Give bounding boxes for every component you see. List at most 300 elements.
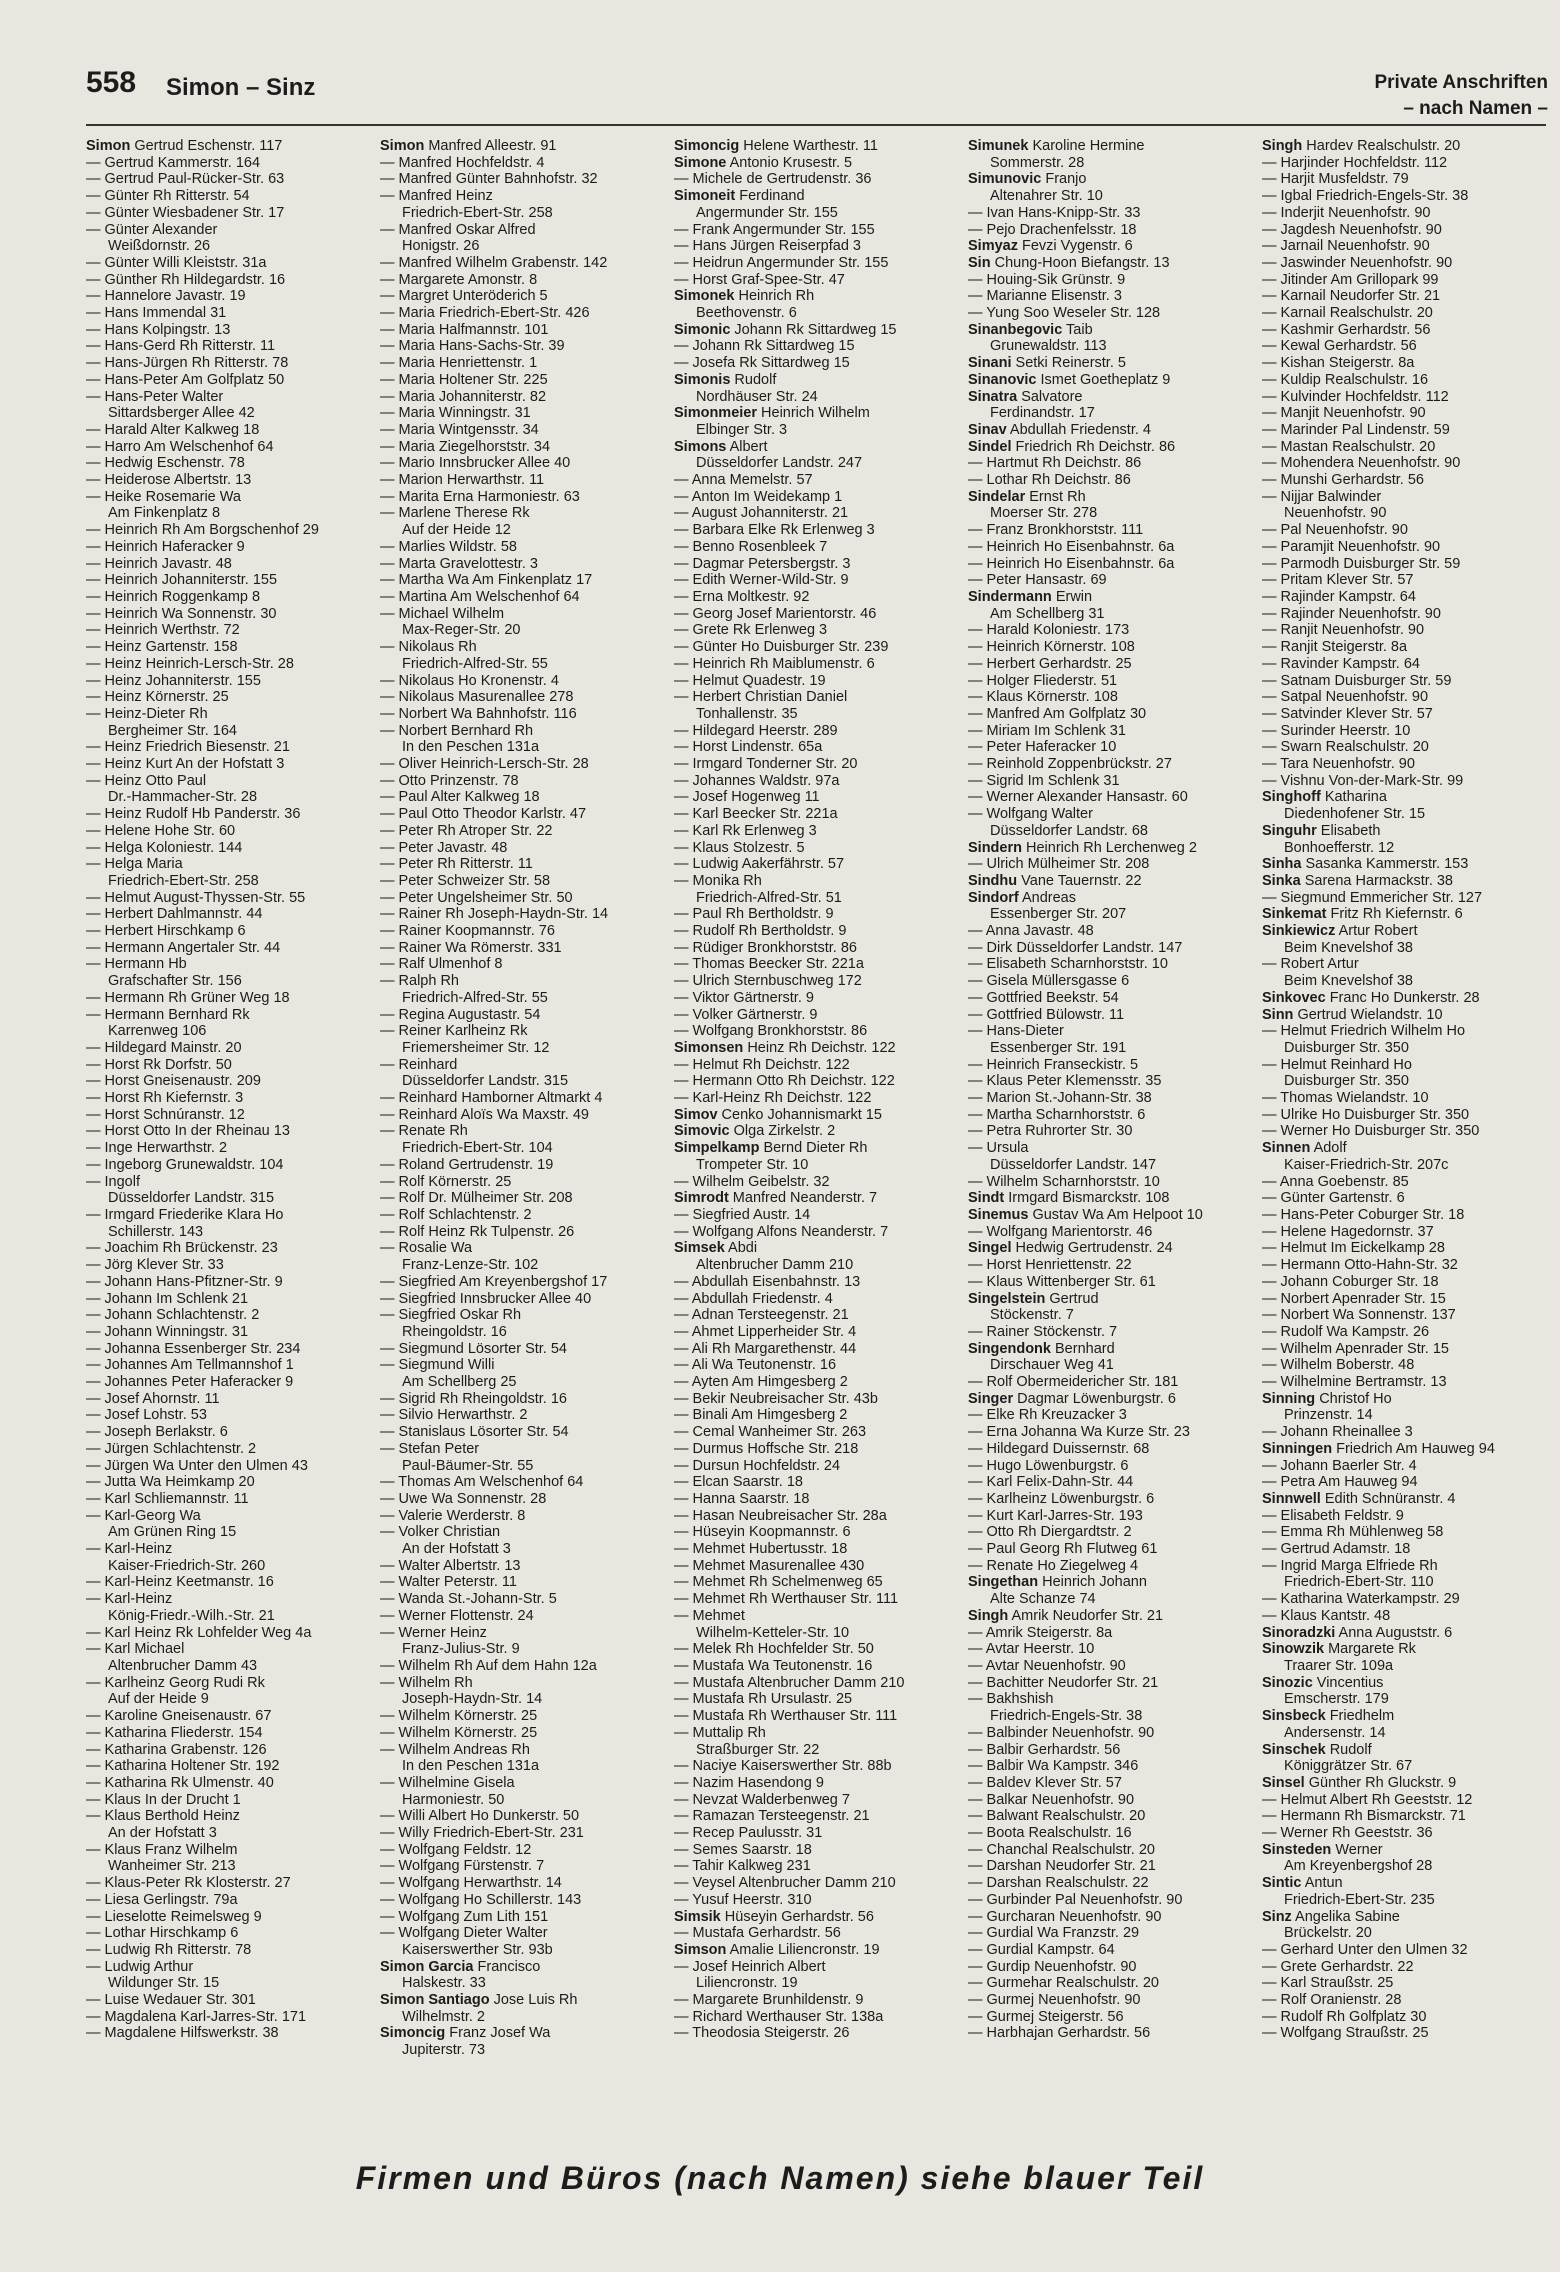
list-item (1262, 222, 1550, 239)
list-item (380, 1190, 668, 1207)
entry-text: Gustav Wa Am Helpoot 10 (1028, 1207, 1203, 1223)
entry-text: — Klaus In der Drucht 1 (86, 1791, 241, 1808)
list-item (674, 422, 962, 439)
entry-text: Jupiterstr. 73 (402, 2042, 486, 2059)
entry-text: — Rolf Körnerstr. 25 (380, 1173, 512, 1190)
entry-text: In den Peschen 131a (402, 739, 540, 756)
surname: Sinsbeck (1262, 1708, 1326, 1725)
list-item (86, 1190, 374, 1207)
list-item (674, 723, 962, 740)
surname: Sintic (1262, 1875, 1302, 1892)
list-item (380, 288, 668, 305)
list-item (1262, 1708, 1550, 1725)
list-item (86, 1407, 374, 1424)
list-item (86, 1040, 374, 1057)
list-item (968, 1758, 1256, 1775)
list-item (674, 689, 962, 706)
list-item (1262, 1474, 1550, 1491)
entry-text: — Wolfgang Straußstr. 25 (1262, 2025, 1429, 2042)
entry-text: Weißdornstr. 26 (108, 238, 211, 255)
surname: Singh (968, 1607, 1009, 1624)
list-item (968, 422, 1256, 439)
entry-text: — Wolfgang Feldstr. 12 (380, 1841, 532, 1858)
entry-text: — Siegfried Austr. 14 (674, 1207, 811, 1223)
entry-text: — Maria Winningstr. 31 (380, 405, 531, 422)
list-item (674, 1775, 962, 1792)
list-item (1262, 873, 1550, 890)
entry-text: — Manfred Wilhelm Grabenstr. 142 (380, 254, 608, 271)
entry-text: — Lothar Rh Deichstr. 86 (968, 472, 1131, 489)
surname: Sindhu (968, 872, 1018, 889)
entry-text: — Karl-Heinz (86, 1541, 173, 1558)
list-item (968, 723, 1256, 740)
list-item (86, 1491, 374, 1508)
list-item (968, 873, 1256, 890)
entry-text: Düsseldorfer Landstr. 247 (696, 455, 863, 472)
entry-text: — Irmgard Tonderner Str. 20 (674, 756, 858, 773)
list-item (380, 1240, 668, 1257)
list-item (968, 455, 1256, 472)
entry-text: — Hasan Neubreisacher Str. 28a (674, 1507, 887, 1524)
list-item (380, 1491, 668, 1508)
entry-text: — Hans-Gerd Rh Ritterstr. 11 (86, 338, 276, 355)
entry-text: — Karl-Heinz (86, 1591, 173, 1608)
entry-text: Rheingoldstr. 16 (402, 1323, 507, 1340)
list-item (968, 973, 1256, 990)
list-item (674, 1023, 962, 1040)
entry-text: Bonhoefferstr. 12 (1284, 839, 1395, 856)
list-item (968, 322, 1256, 339)
entry-text: — Hermann Rh Grüner Weg 18 (86, 989, 290, 1006)
list-item (968, 1992, 1256, 2009)
entry-text: — Wilhelm Andreas Rh (380, 1741, 530, 1758)
list-item (380, 1123, 668, 1140)
entry-text: — Günter Alexander (86, 221, 218, 238)
entry-text: — Wolfgang Zum Lith 151 (380, 1908, 549, 1925)
entry-text: — Heinz Johanniterstr. 155 (86, 672, 261, 689)
list-item (1262, 1792, 1550, 1809)
entry-text: Fevzi Vygenstr. 6 (1017, 238, 1133, 255)
entry-text: — Heinz Rudolf Hb Panderstr. 36 (86, 806, 301, 823)
entry-text: — Hermann Rh Bismarckstr. 71 (1262, 1808, 1466, 1825)
list-item (1262, 589, 1550, 606)
entry-text: — Dursun Hochfeldstr. 24 (674, 1457, 841, 1474)
list-item (968, 238, 1256, 255)
entry-text: — Manfred Oskar Alfred (380, 221, 536, 238)
list-item (86, 472, 374, 489)
entry-text: — Regina Augustastr. 54 (380, 1006, 541, 1023)
entry-text: Straßburger Str. 22 (696, 1741, 820, 1758)
entry-text: — Johannes Peter Haferacker 9 (86, 1374, 294, 1391)
list-item (1262, 940, 1550, 957)
entry-text: — Inge Herwarthstr. 2 (86, 1140, 228, 1157)
list-item (968, 1291, 1256, 1308)
entry-text: Gertrud (1045, 1290, 1099, 1307)
list-item (674, 1107, 962, 1124)
entry-text: — Jaswinder Neuenhofstr. 90 (1262, 254, 1453, 271)
list-item (674, 1491, 962, 1508)
entry-text: — Viktor Gärtnerstr. 9 (674, 989, 814, 1006)
surname: Simonic (674, 321, 731, 338)
list-item (86, 1240, 374, 1257)
list-item (968, 255, 1256, 272)
list-item (1262, 723, 1550, 740)
list-item (968, 1073, 1256, 1090)
entry-text: An der Hofstatt 3 (108, 1825, 217, 1842)
entry-text: — Peter Schweizer Str. 58 (380, 872, 551, 889)
list-item (968, 1775, 1256, 1792)
entry-text: Hardev Realschulstr. 20 (1302, 138, 1461, 154)
entry-text: Christof Ho (1315, 1390, 1392, 1407)
list-item (968, 338, 1256, 355)
list-item (380, 1274, 668, 1291)
entry-text: Trompeter Str. 10 (696, 1156, 809, 1173)
list-item (968, 789, 1256, 806)
list-item (968, 2009, 1256, 2026)
entry-text: Kaiser-Friedrich-Str. 260 (108, 1557, 266, 1574)
surname: Simoneit (674, 188, 736, 205)
entry-text: — Karl Heinz Rk Lohfelder Weg 4a (86, 1624, 312, 1641)
list-item (1262, 439, 1550, 456)
list-item (968, 706, 1256, 723)
list-item (1262, 138, 1550, 155)
list-item (674, 171, 962, 188)
entry-text: Cenko Johannismarkt 15 (717, 1106, 882, 1123)
footer-note: Firmen und Büros (nach Namen) siehe blauer Teil (355, 2160, 1205, 2196)
list-item (86, 389, 374, 406)
entry-text: Amalie Liliencronstr. 19 (726, 1941, 880, 1958)
entry-text: — Mehmet Rh Werthauser Str. 111 (674, 1591, 899, 1608)
list-item (674, 238, 962, 255)
list-item (674, 1040, 962, 1057)
list-item (86, 806, 374, 823)
entry-text: Dagmar Löwenburgstr. 6 (1013, 1390, 1176, 1407)
entry-text: Edith Schnüranstr. 4 (1320, 1490, 1456, 1507)
entry-text: — Manfred Heinz (380, 188, 493, 205)
entry-text: — Anna Javastr. 48 (968, 923, 1094, 940)
entry-text: Beethovenstr. 6 (696, 305, 797, 322)
entry-text: — Luise Wedauer Str. 301 (86, 1992, 256, 2009)
list-item (380, 355, 668, 372)
list-item (968, 205, 1256, 222)
list-item (1262, 1491, 1550, 1508)
entry-text: — Hüseyin Koopmannstr. 6 (674, 1524, 851, 1541)
entry-text: — Rudolf Rh Bertholdstr. 9 (674, 923, 847, 940)
entry-text: Am Grünen Ring 15 (108, 1524, 237, 1541)
entry-text: — Rudolf Wa Kampstr. 26 (1262, 1323, 1430, 1340)
entry-text: — Gurmej Steigerstr. 56 (968, 2008, 1124, 2025)
entry-text: — Gurdip Neuenhofstr. 90 (968, 1958, 1137, 1975)
list-item (674, 1140, 962, 1157)
entry-text: — Rainer Wa Römerstr. 331 (380, 939, 562, 956)
entry-text: — Amrik Steigerstr. 8a (968, 1624, 1113, 1641)
entry-text: — Wilhelm Rh Auf dem Hahn 12a (380, 1657, 597, 1674)
list-item (1262, 1524, 1550, 1541)
list-item (1262, 1291, 1550, 1308)
list-item (1262, 1140, 1550, 1157)
entry-text: — Siegfried Oskar Rh (380, 1307, 522, 1324)
entry-text: — Sigrid Rh Rheingoldstr. 16 (380, 1390, 567, 1407)
entry-text: Kaiser-Friedrich-Str. 207c (1284, 1156, 1449, 1173)
entry-text: — Kulvinder Hochfeldstr. 112 (1262, 388, 1449, 405)
list-item (968, 890, 1256, 907)
list-item (968, 589, 1256, 606)
list-item (1262, 1725, 1550, 1742)
entry-text: Albert (726, 438, 768, 455)
entry-text: — Valerie Werderstr. 8 (380, 1507, 526, 1524)
list-item (968, 1391, 1256, 1408)
entry-text: — Johann Im Schlenk 21 (86, 1290, 249, 1307)
entry-text: — Peter Rh Atroper Str. 22 (380, 822, 553, 839)
entry-text: Stöckenstr. 7 (990, 1307, 1074, 1324)
list-item (380, 1441, 668, 1458)
entry-text: — Helga Maria (86, 856, 183, 873)
header-rule (86, 124, 1546, 126)
entry-text: — Rüdiger Bronkhorststr. 86 (674, 939, 857, 956)
entry-text: Grafschafter Str. 156 (108, 973, 242, 990)
list-item (86, 1591, 374, 1608)
entry-text: Nordhäuser Str. 24 (696, 388, 818, 405)
entry-text: — Melek Rh Hochfelder Str. 50 (674, 1641, 874, 1658)
list-item (674, 890, 962, 907)
list-item (86, 1140, 374, 1157)
entry-text: — Rainer Stöckenstr. 7 (968, 1323, 1118, 1340)
list-item (674, 806, 962, 823)
entry-text: — Ramazan Tersteegenstr. 21 (674, 1808, 870, 1825)
list-item (674, 405, 962, 422)
list-item (86, 1291, 374, 1308)
entry-text: Sasanka Kammerstr. 153 (1301, 856, 1469, 873)
entry-text: Halskestr. 33 (402, 1975, 486, 1992)
list-item (674, 1942, 962, 1959)
list-item (86, 505, 374, 522)
list-item (86, 1224, 374, 1241)
surname: Sindorf (968, 889, 1019, 906)
surname: Sinnwell (1262, 1490, 1321, 1507)
entry-text: Bergheimer Str. 164 (108, 722, 237, 739)
entry-text: — Benno Rosenbleek 7 (674, 538, 828, 555)
entry-text: — Katharina Holtener Str. 192 (86, 1758, 280, 1775)
surname: Sindt (968, 1190, 1005, 1207)
entry-text: — Karl Straußstr. 25 (1262, 1975, 1394, 1992)
entry-text: Beim Knevelshof 38 (1284, 973, 1413, 990)
entry-text: — Ravinder Kampstr. 64 (1262, 655, 1420, 672)
entry-text: — Erna Moltkestr. 92 (674, 588, 810, 605)
entry-text: Harmoniestr. 50 (402, 1791, 505, 1808)
list-item (380, 1458, 668, 1475)
entry-text: Am Schellberg 25 (402, 1374, 517, 1391)
list-item (968, 1875, 1256, 1892)
list-item (674, 522, 962, 539)
entry-text: — Maria Ziegelhorststr. 34 (380, 438, 551, 455)
list-item (968, 1307, 1256, 1324)
entry-text: — Miriam Im Schlenk 31 (968, 722, 1126, 739)
list-item (86, 1742, 374, 1759)
list-item (968, 489, 1256, 506)
entry-text: — Rolf Schlachtenstr. 2 (380, 1207, 532, 1223)
list-item (86, 622, 374, 639)
list-item (380, 1641, 668, 1658)
list-item (968, 1458, 1256, 1475)
entry-text: — Yusuf Heerstr. 310 (674, 1891, 812, 1908)
list-item (674, 1307, 962, 1324)
list-item (86, 1107, 374, 1124)
list-item (674, 1123, 962, 1140)
list-item (1262, 1875, 1550, 1892)
entry-text: — Heinz-Dieter Rh (86, 705, 208, 722)
entry-text: Essenberger Str. 207 (990, 906, 1127, 923)
list-item (1262, 1424, 1550, 1441)
entry-text: — Marinder Pal Lindenstr. 59 (1262, 421, 1450, 438)
surname: Singuhr (1262, 822, 1317, 839)
list-item (1262, 956, 1550, 973)
list-item (968, 1123, 1256, 1140)
list-item (380, 1073, 668, 1090)
list-item (380, 405, 668, 422)
surname: Singethan (968, 1574, 1039, 1591)
entry-text: — Reinhard Hamborner Altmarkt 4 (380, 1090, 603, 1107)
list-item (674, 1591, 962, 1608)
list-item (674, 856, 962, 873)
list-item (968, 1023, 1256, 1040)
list-item (674, 1424, 962, 1441)
list-item (86, 639, 374, 656)
list-item (380, 2025, 668, 2042)
entry-text: — Bekir Neubreisacher Str. 43b (674, 1390, 878, 1407)
list-item (86, 1157, 374, 1174)
entry-text: Franjo (1041, 171, 1087, 188)
surname: Simyaz (968, 238, 1018, 255)
list-item (380, 656, 668, 673)
entry-text: — Kuldip Realschulstr. 16 (1262, 371, 1429, 388)
entry-text: — Klaus Wittenberger Str. 61 (968, 1273, 1156, 1290)
list-item (380, 1558, 668, 1575)
list-item (86, 222, 374, 239)
list-item (86, 1691, 374, 1708)
list-item (86, 873, 374, 890)
entry-text: — Wilhelm Körnerstr. 25 (380, 1708, 538, 1725)
list-item (1262, 1658, 1550, 1675)
list-item (1262, 1825, 1550, 1842)
list-item (86, 288, 374, 305)
list-item (1262, 1040, 1550, 1057)
list-item (86, 1023, 374, 1040)
entry-text: Elisabeth (1316, 822, 1381, 839)
entry-text: Andreas (1018, 889, 1076, 906)
entry-text: — Helmut Reinhard Ho (1262, 1056, 1412, 1073)
entry-text: Abdi (724, 1240, 758, 1257)
entry-text: — Rolf Heinz Rk Tulpenstr. 26 (380, 1223, 575, 1240)
surname: Simon (86, 138, 131, 154)
entry-text: — Lieselotte Reimelsweg 9 (86, 1908, 262, 1925)
entry-text: — Heinrich Rh Am Borgschenhof 29 (86, 522, 319, 539)
entry-text: — Maria Johanniterstr. 82 (380, 388, 547, 405)
entry-text: — Wolfgang Marientorstr. 46 (968, 1223, 1153, 1240)
entry-text: — Petra Am Hauweg 94 (1262, 1474, 1418, 1491)
surname: Sinkiewicz (1262, 923, 1336, 940)
list-item (1262, 622, 1550, 639)
entry-text: — Elisabeth Feldstr. 9 (1262, 1507, 1404, 1524)
entry-text: — Reiner Karlheinz Rk (380, 1023, 528, 1040)
list-item (86, 1374, 374, 1391)
surname: Simpelkamp (674, 1140, 760, 1157)
list-item (380, 723, 668, 740)
list-item (968, 940, 1256, 957)
entry-text: — Heinrich Rh Maiblumenstr. 6 (674, 655, 875, 672)
entry-text: Alte Schanze 74 (990, 1591, 1096, 1608)
list-item (1262, 272, 1550, 289)
list-item (1262, 422, 1550, 439)
list-item (674, 1825, 962, 1842)
entry-text: — Hans Jürgen Reiserpfad 3 (674, 238, 861, 255)
list-item (674, 322, 962, 339)
list-item (1262, 389, 1550, 406)
list-item (380, 1224, 668, 1241)
entry-text: Friedrich-Alfred-Str. 55 (402, 655, 548, 672)
list-item (968, 288, 1256, 305)
entry-text: — Werner Heinz (380, 1624, 487, 1641)
list-item (674, 1224, 962, 1241)
entry-text: — Nijjar Balwinder (1262, 488, 1382, 505)
entry-text: Abdullah Friedenstr. 4 (1006, 421, 1151, 438)
list-item (1262, 1558, 1550, 1575)
list-item (380, 1591, 668, 1608)
list-item (86, 405, 374, 422)
entry-text: — Otto Prinzenstr. 78 (380, 772, 519, 789)
list-item (1262, 1107, 1550, 1124)
entry-text: — Johann Hans-Pfitzner-Str. 9 (86, 1273, 283, 1290)
list-item (380, 422, 668, 439)
entry-text: — Gertrud Adamstr. 18 (1262, 1541, 1411, 1558)
entry-text: — Ludwig Arthur (86, 1958, 194, 1975)
entry-text: — Horst Gneisenaustr. 209 (86, 1073, 261, 1090)
entry-text: Chung-Hoon Biefangstr. 13 (990, 254, 1170, 271)
entry-text: — Ingrid Marga Elfriede Rh (1262, 1557, 1438, 1574)
entry-text: — Cemal Wanheimer Str. 263 (674, 1424, 867, 1441)
list-item (380, 773, 668, 790)
list-item (968, 1374, 1256, 1391)
list-item (380, 1842, 668, 1859)
entry-text: Dirschauer Weg 41 (990, 1357, 1114, 1374)
surname: Sindermann (968, 588, 1052, 605)
entry-text: Heinz Rh Deichstr. 122 (743, 1039, 896, 1056)
list-item (968, 1591, 1256, 1608)
entry-text: — Mustafa Altenbrucher Damm 210 (674, 1674, 905, 1691)
list-item (674, 1574, 962, 1591)
list-item (1262, 1240, 1550, 1257)
surname: Sinozic (1262, 1674, 1313, 1691)
list-item (380, 1708, 668, 1725)
list-item (968, 372, 1256, 389)
list-item (86, 1792, 374, 1809)
entry-text: — Karl Schliemannstr. 11 (86, 1490, 249, 1507)
list-item (380, 1524, 668, 1541)
list-item (380, 272, 668, 289)
entry-text: — Siegmund Lösorter Str. 54 (380, 1340, 567, 1357)
list-item (674, 1742, 962, 1759)
list-item (968, 539, 1256, 556)
entry-text: — Mehmet (674, 1607, 745, 1624)
list-item (1262, 2009, 1550, 2026)
entry-text: — Herbert Dahlmannstr. 44 (86, 906, 263, 923)
entry-text: — Maria Wintgensstr. 34 (380, 421, 539, 438)
entry-text: Schillerstr. 143 (108, 1223, 204, 1240)
entry-text: — Igbal Friedrich-Engels-Str. 38 (1262, 188, 1469, 205)
entry-text: Adolf (1310, 1140, 1347, 1157)
entry-text: — Norbert Apenrader Str. 15 (1262, 1290, 1446, 1307)
entry-text: Ernst Rh (1025, 488, 1086, 505)
entry-text: — Marta Gravelottestr. 3 (380, 555, 538, 572)
